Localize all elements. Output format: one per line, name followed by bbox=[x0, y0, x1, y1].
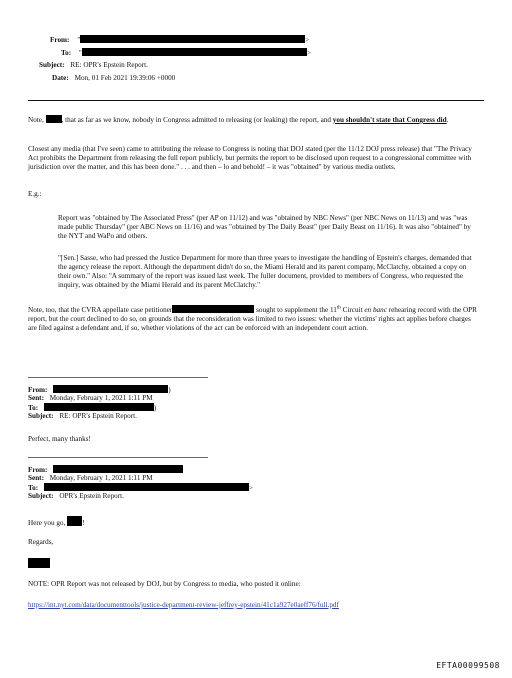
redaction bbox=[44, 483, 249, 491]
eg-label: E.g.: bbox=[28, 190, 42, 198]
subject-row: Subject: OPR's Epstein Report. bbox=[28, 492, 124, 500]
sent-row: Sent: Monday, February 1, 2021 1:11 PM bbox=[28, 474, 153, 482]
redaction bbox=[82, 48, 307, 56]
from-row: From: bbox=[28, 465, 183, 475]
to-row: To: " > bbox=[61, 49, 311, 57]
emphasis-text: you shouldn't state that Congress did bbox=[332, 116, 447, 124]
regards: Regards, bbox=[28, 538, 54, 546]
from-row: From: " > bbox=[50, 36, 310, 44]
to-row: To: > bbox=[28, 484, 253, 492]
signature-redaction bbox=[28, 558, 50, 568]
quote-obtained: Report was "obtained by The Associated Press" (per AP on 11/12) and was "obtained by NBC News" (per NBC News on 11/13) and was "was made public Thursday" (per ABC News on 11/16) and was "obtained by The Daily Beast" (per Daily Beast on 11/16). It was also "obtained" by the NYT and WaPo and others. bbox=[58, 214, 471, 240]
note-line: NOTE: OPR Report was not released by DOJ, but by Congress to media, who posted it online: bbox=[28, 580, 301, 588]
from-label: From: bbox=[50, 36, 70, 44]
redaction bbox=[53, 465, 183, 473]
paragraph-cvra: Note, too, that the CVRA appellate case petitioner sought to supplement the 11th Circuit en banc rehearing record with the OPR report, but the court declined to do so, on grounds that the reconsideration was limited to two issues: whether the victims' rights act applies before charges are filed against a defendant and, if so, whether violations of the act can be enforced with an independent court action. bbox=[28, 305, 477, 332]
reply-divider bbox=[28, 457, 208, 458]
redaction bbox=[172, 305, 254, 313]
subject-value: RE: OPR's Epstein Report. bbox=[70, 61, 148, 69]
paragraph-closest: Closest any media (that I've seen) came to attributing the release to Congress is noting that DOJ stated (per the 11/12 DOJ press release) that "The Privacy Act prohibits the Department from releasing the full report publicly, but permits the report to be disclosed upon request to a congressional committee with jurisdiction over the matter, and this has been done." . . . and then – lo and behold! – it was "obtained" by various media outlets. bbox=[28, 145, 472, 171]
reply-message: Perfect, many thanks! bbox=[28, 435, 91, 443]
redaction bbox=[80, 35, 305, 43]
to-label: To: bbox=[61, 49, 72, 57]
quote-sasse: "[Sen.] Sasse, who had pressed the Justice Department for more than three years to investigate the handling of Epstein's charges, demanded that the agency release the report. Although the department didn't do so, the Miami Herald and its parent company, McClatchy, obtained a copy on their own." Also: "A summary of the report was issued last week. The fuller document, provided to members of Congress, who requested the inquiry, was obtained by the Miami Herald and its parent McClatchy." bbox=[58, 254, 472, 289]
to-row: To: ) bbox=[28, 404, 157, 412]
date-value: Mon, 01 Feb 2021 19:39:06 +0000 bbox=[74, 74, 176, 82]
header-divider bbox=[28, 100, 484, 101]
from-row: From: ) bbox=[28, 386, 171, 394]
redaction bbox=[67, 516, 82, 526]
paragraph-note: Note, , that as far as we know, nobody in Congress admitted to releasing (or leaking) the report, and you shouldn't state that Congress did. bbox=[28, 116, 449, 124]
subject-label: Subject: bbox=[39, 61, 65, 69]
subject-row: Subject: RE: OPR's Epstein Report. bbox=[28, 412, 137, 420]
redaction bbox=[46, 115, 62, 123]
date-row bbox=[52, 74, 175, 83]
date-label: Date: bbox=[52, 74, 69, 82]
redaction bbox=[53, 385, 168, 393]
redaction bbox=[44, 403, 154, 411]
subject-row bbox=[39, 61, 148, 70]
bates-number: EFTA00099508 bbox=[436, 661, 500, 670]
sent-row: Sent: Monday, February 1, 2021 1:11 PM bbox=[28, 394, 153, 402]
greeting: Here you go, ! bbox=[28, 516, 85, 528]
reply-divider bbox=[28, 377, 208, 378]
report-link[interactable]: https://int.nyt.com/data/documenttools/justice-department-review-jeffrey-epstein/41c1a927e0aeff76/full.pdf bbox=[28, 601, 339, 609]
